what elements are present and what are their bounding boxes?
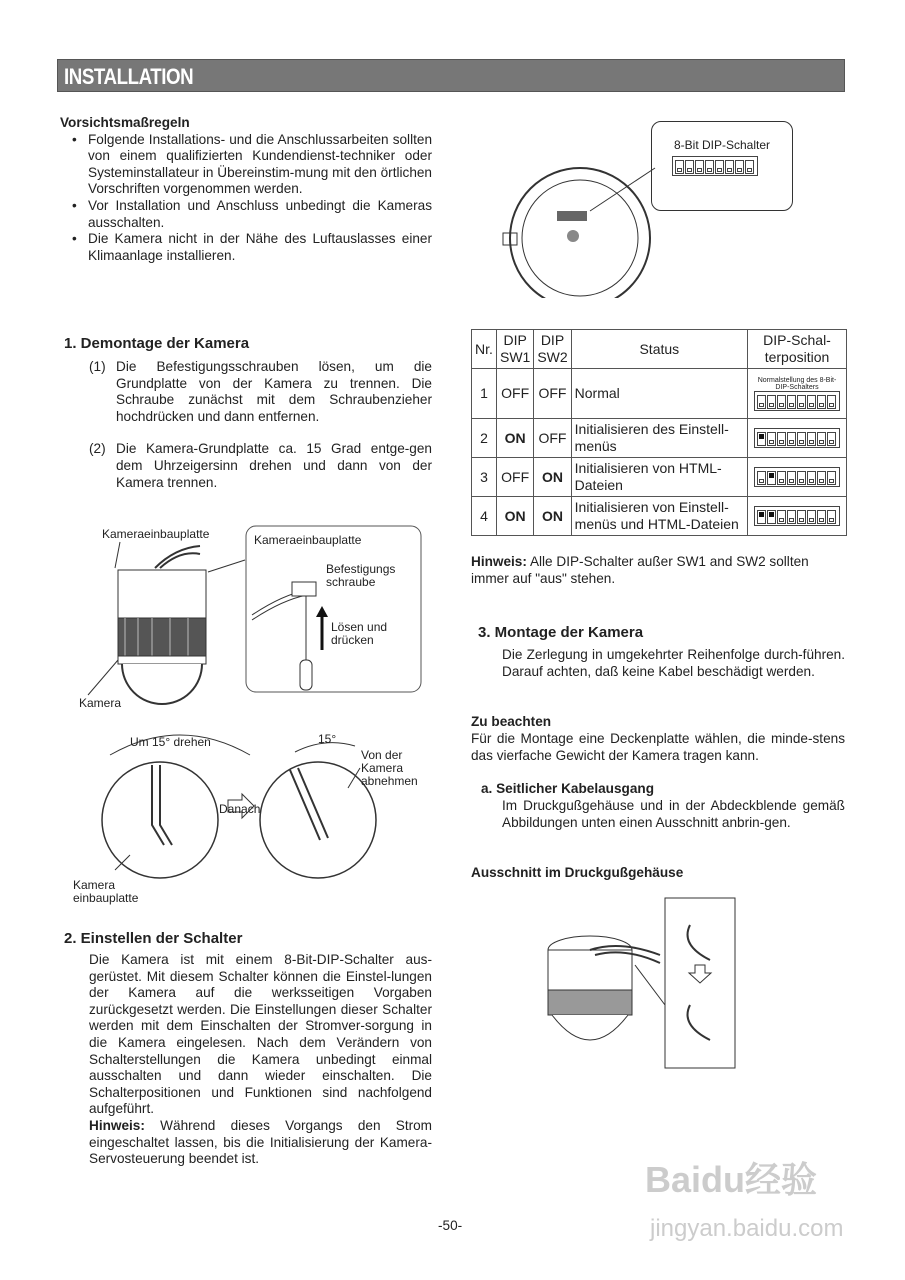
dip-switch-diagram — [754, 428, 840, 448]
dip-toggle — [777, 432, 786, 446]
precautions-title: Vorsichtsmaßregeln — [60, 115, 190, 130]
header-title: INSTALLATION — [64, 64, 194, 89]
dip-toggle — [745, 160, 754, 174]
precautions — [60, 115, 432, 264]
step-text: Die Befestigungsschrauben lösen, um die Grundplatte von der Kamera zu trennen. Die Schraube zunächst mit dem Schraubenzieher hochdrücken und dann entfernen. — [116, 359, 432, 424]
note-text: Alle DIP-Schalter außer SW1 and SW2 sollten immer auf "aus" stehen. — [471, 554, 809, 586]
attention-title: Zu beachten — [471, 714, 552, 729]
dip-switch-8bit — [672, 156, 758, 176]
cell-sw1: OFF — [497, 458, 534, 497]
cell-sw1: OFF — [497, 369, 534, 419]
section3-text: Die Zerlegung in umgekehrter Reihenfolge durch-führen. Darauf achten, daß keine Kabel beschädigt werden. — [502, 647, 845, 679]
label-line: Von der — [361, 748, 403, 762]
col-header: Nr. — [472, 330, 497, 369]
dip-toggle — [777, 395, 786, 409]
step-1 — [89, 359, 432, 425]
section1-steps — [89, 359, 432, 491]
step-number: (2) — [89, 441, 106, 457]
table-row — [472, 369, 847, 419]
col-header: DIP-Schal-terposition — [748, 330, 847, 369]
dip-toggle — [797, 510, 806, 524]
dip-toggle — [735, 160, 744, 174]
label-plate: Kameraeinbauplatte — [102, 527, 210, 541]
label-line: schraube — [326, 575, 376, 589]
dip-toggle — [787, 471, 796, 485]
dip-toggle — [827, 510, 836, 524]
cell-nr: 2 — [472, 419, 497, 458]
cell-status: Normal — [571, 369, 747, 419]
step-2 — [89, 441, 432, 491]
dip-toggle — [807, 395, 816, 409]
dip-toggle — [797, 471, 806, 485]
cell-sw2: OFF — [534, 369, 571, 419]
cutout-title: Ausschnitt im Druckgußgehäuse — [471, 865, 684, 880]
dip-toggle — [787, 432, 796, 446]
table-row — [472, 458, 847, 497]
dip-toggle — [807, 432, 816, 446]
dip-switch-diagram — [754, 506, 840, 526]
section3-title: 3. Montage der Kamera — [478, 624, 644, 641]
note-label: Hinweis: — [89, 1118, 145, 1133]
dip-toggle — [807, 510, 816, 524]
note-label: Hinweis: — [471, 554, 527, 569]
dip-toggle — [827, 395, 836, 409]
dip-toggle — [807, 471, 816, 485]
note-text: Während dieses Vorgangs den Strom eingeschaltet lassen, bis die Initialisierung der Kamera-Servosteuerung beendet ist. — [89, 1118, 433, 1167]
label-then: Danach — [219, 802, 261, 816]
page-number: -50- — [438, 1218, 463, 1233]
dip-switch-diagram — [754, 391, 840, 411]
bullet: • Die Kamera nicht in der Nähe des Luftauslasses einer Klimaanlage installieren. — [60, 231, 432, 264]
cell-status: Initialisieren von Einstell-menüs und HTML-Dateien — [571, 497, 747, 536]
col-header: DIP SW1 — [497, 330, 534, 369]
label-plate-detail: Kameraeinbauplatte — [254, 533, 362, 547]
normal-caption: Normalstellung des 8-Bit-DIP-Schalters — [757, 376, 837, 391]
table-note — [471, 554, 847, 587]
cell-status: Initialisieren von HTML-Dateien — [571, 458, 747, 497]
bullet: • Folgende Installations- und die Anschlussarbeiten sollten von einem qualifizierten Kundendienst-techniker oder Systeminstallateur in Übereinstim-mung mit den örtlichen Vorschriften vorgenommen werden. — [60, 132, 432, 198]
dip-figure-title: 8-Bit DIP-Schalter — [673, 138, 771, 152]
cell-sw2: ON — [534, 497, 571, 536]
dip-toggle — [675, 160, 684, 174]
watermark-logo: Baidu经验 — [645, 1159, 818, 1200]
cell-nr: 3 — [472, 458, 497, 497]
step-number: (1) — [89, 359, 106, 374]
dip-toggle — [777, 471, 786, 485]
dip-toggle — [757, 432, 766, 446]
dip-toggle — [827, 471, 836, 485]
label-line: Lösen und — [331, 620, 388, 634]
cell-sw2: ON — [534, 458, 571, 497]
col-header: DIP SW2 — [534, 330, 571, 369]
dip-switch-callout — [651, 121, 793, 211]
cell-sw1: ON — [497, 419, 534, 458]
label-mount-plate — [73, 879, 138, 905]
label-line: einbauplatte — [73, 891, 139, 905]
cutout-figure — [540, 895, 740, 1075]
dip-toggle — [817, 432, 826, 446]
table-row — [472, 497, 847, 536]
cell-dip-position — [748, 458, 847, 497]
cell-nr: 4 — [472, 497, 497, 536]
dip-toggle — [757, 510, 766, 524]
dip-toggle — [767, 471, 776, 485]
cell-nr: 1 — [472, 369, 497, 419]
label-line: abnehmen — [361, 774, 418, 788]
dip-toggle — [827, 432, 836, 446]
dip-toggle — [757, 395, 766, 409]
label-line: Kamera — [73, 878, 116, 892]
dip-toggle — [817, 395, 826, 409]
dip-toggle — [797, 395, 806, 409]
label-line: Befestigungs — [326, 562, 396, 576]
cell-sw2: OFF — [534, 419, 571, 458]
dip-toggle — [787, 510, 796, 524]
label-loosen — [331, 621, 387, 647]
cell-dip-position — [748, 497, 847, 536]
label-screw — [326, 563, 395, 589]
section2-text: Die Kamera ist mit einem 8-Bit-DIP-Schalter aus-gerüstet. Mit diesem Schalter können die Einstel-lungen der Kamera auf die werksseitigen Vorgaben zurückgesetzt werden. Die Einstellungen dieser Schalter werden mit dem Einschalten der Stromver-sorgung in die Kamera eingelesen. Nach dem Verändern von Schalterstellungen die Kamera unbedingt einmal ausschalten und dann wieder einschalten. Die Schalterpositionen und Funktionen sind nachfolgend aufgeführt. — [89, 952, 432, 1117]
cell-dip-position — [748, 369, 847, 419]
label-remove — [361, 749, 418, 788]
dip-toggle — [705, 160, 714, 174]
label-line: drücken — [331, 633, 374, 647]
section1-title: 1. Demontage der Kamera — [64, 335, 250, 352]
dip-table — [471, 329, 847, 536]
label-rotate: Um 15° drehen — [130, 735, 211, 749]
sub-a-title: a. Seitlicher Kabelausgang — [481, 781, 655, 796]
step-text: Die Kamera-Grundplatte ca. 15 Grad entge-gen dem Uhrzeigersinn drehen und dann von der Kamera trennen. — [116, 441, 432, 490]
bullet: • Vor Installation und Anschluss unbedingt die Kameras ausschalten. — [60, 198, 432, 231]
section2-note — [89, 1118, 432, 1168]
section2-title: 2. Einstellen der Schalter — [64, 930, 243, 947]
dip-toggle — [787, 395, 796, 409]
cell-sw1: ON — [497, 497, 534, 536]
table-row — [472, 419, 847, 458]
dip-toggle — [817, 471, 826, 485]
watermark-url: jingyan.baidu.com — [650, 1215, 844, 1242]
attention-text: Für die Montage eine Deckenplatte wählen, die minde-stens das vierfache Gewicht der Kamera tragen kann. — [471, 731, 845, 763]
dip-switch-diagram — [754, 467, 840, 487]
dip-toggle — [695, 160, 704, 174]
dip-toggle — [817, 510, 826, 524]
dip-toggle — [767, 432, 776, 446]
dip-toggle — [715, 160, 724, 174]
section-header — [57, 59, 845, 92]
dip-toggle — [797, 432, 806, 446]
label-camera: Kamera — [79, 696, 122, 710]
dip-toggle — [767, 395, 776, 409]
dip-toggle — [725, 160, 734, 174]
col-header: Status — [571, 330, 747, 369]
sub-a-text: Im Druckgußgehäuse und in der Abdeckblende gemäß Abbildungen unten einen Ausschnitt anbrin-gen. — [502, 798, 845, 830]
dip-toggle — [777, 510, 786, 524]
dip-toggle — [767, 510, 776, 524]
dip-toggle — [757, 471, 766, 485]
cell-dip-position — [748, 419, 847, 458]
label-degrees: 15° — [318, 732, 337, 746]
dip-toggle — [685, 160, 694, 174]
label-line: Kamera — [361, 761, 404, 775]
cell-status: Initialisieren des Einstell-menüs — [571, 419, 747, 458]
